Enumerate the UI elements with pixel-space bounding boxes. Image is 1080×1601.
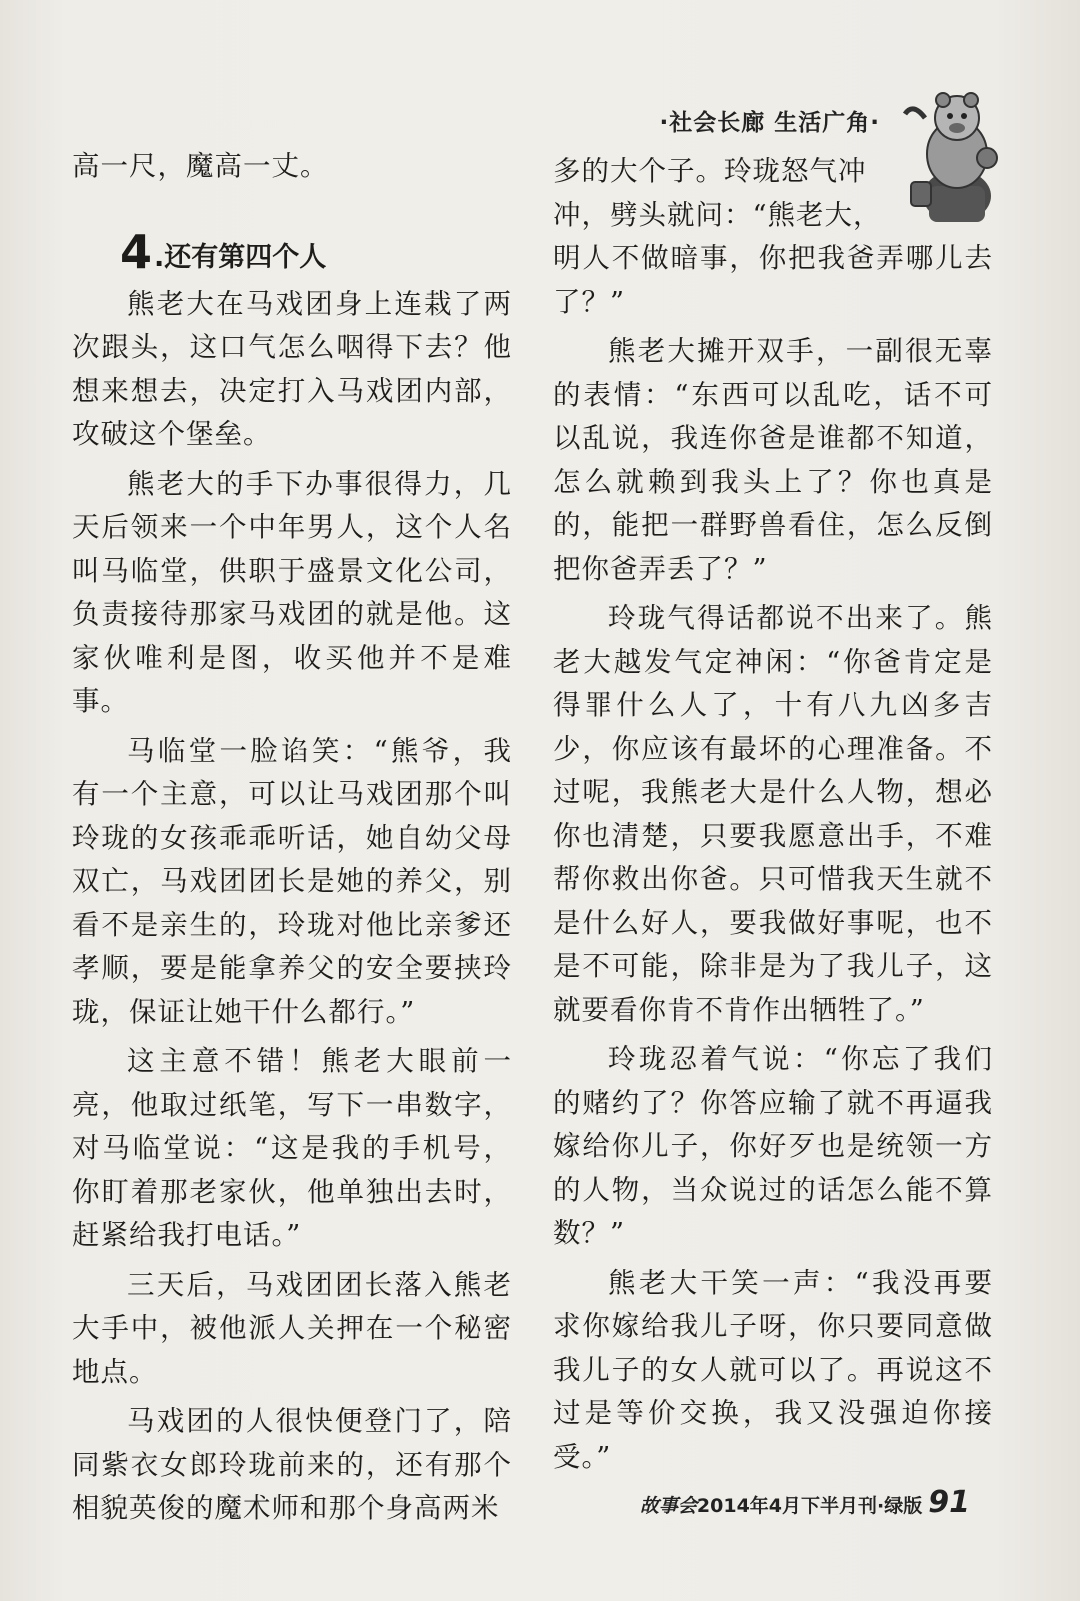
section-header: ·社会长廊 生活广角·	[659, 110, 880, 136]
magazine-name: 故事会	[639, 1495, 697, 1517]
page-footer	[630, 1485, 970, 1520]
section-number: 4	[120, 224, 153, 279]
issue-label: 2014年4月下半月刊·绿版	[696, 1495, 923, 1517]
section-heading	[120, 219, 512, 279]
paragraph: 熊老大摊开双手，一副很无辜的表情：“东西可以乱吃，话不可以乱说，我连你爸是谁都不知道，怎么就赖到我头上了？你也真是的，能把一群野兽看住，怎么反倒把你爸弄丢了？”	[553, 335, 993, 585]
paragraph: 马戏团的人很快便登门了，陪同紫衣女郎玲珑前来的，还有那个相貌英俊的魔术师和那个身高两米	[72, 1405, 512, 1524]
paragraph: 熊老大在马戏团身上连栽了两次跟头，这口气怎么咽得下去？他想来想去，决定打入马戏团内部，攻破这个堡垒。	[72, 287, 512, 450]
paragraph: 这主意不错！熊老大眼前一亮，他取过纸笔，写下一串数字，对马临堂说：“这是我的手机号，你盯着那老家伙，他单独出去时，赶紧给我打电话。”	[72, 1045, 512, 1251]
continued-line: 多的大个子。玲珑怒气冲	[553, 155, 867, 187]
continued-line: 冲，劈头就问：“熊老大，	[553, 198, 882, 231]
paragraph: 玲珑气得话都说不出来了。熊老大越发气定神闲：“你爸肯定是得罪什么人了，十有八九凶多吉少，你应该有最坏的心理准备。不过呢，我熊老大是什么人物，想必你也清楚，只要我愿意出手，不难帮你救出你爸。只可惜我天生就不是什么好人，要我做好事呢，也不是不可能，除非是为了我儿子，这就要看你肯不肯作出牺牲了。”	[553, 602, 993, 1026]
section-title: .还有第四个人	[154, 241, 327, 273]
paragraph: 马临堂一脸谄笑：“熊爷，我有一个主意，可以让马戏团那个叫玲珑的女孩乖乖听话，她自幼父母双亡，马戏团团长是她的养父，别看不是亲生的，玲珑对他比亲爹还孝顺，要是能拿养父的安全要挟玲珑，保证让她干什么都行。”	[72, 734, 512, 1028]
paragraph: 熊老大干笑一声：“我没再要求你嫁给我儿子呀，你只要同意做我儿子的女人就可以了。再说这不过是等价交换，我又没强迫你接受。”	[553, 1266, 993, 1473]
paragraph: 玲珑忍着气说：“你忘了我们的赌约了？你答应输了就不再逼我嫁给你儿子，你好歹也是统领一方的人物，当众说过的话怎么能不算数？”	[553, 1043, 993, 1249]
paragraph: 熊老大的手下办事很得力，几天后领来一个中年男人，这个人名叫马临堂，供职于盛景文化公司，负责接待那家马戏团的就是他。这家伙唯利是图，收买他并不是难事。	[72, 467, 512, 717]
paragraph: 明人不做暗事，你把我爸弄哪儿去了？”	[553, 242, 993, 318]
left-column	[72, 145, 512, 1531]
right-column	[553, 150, 993, 1479]
page-number: 91	[928, 1485, 970, 1520]
opening-line: 高一尺，魔高一丈。	[72, 150, 329, 182]
paragraph: 三天后，马戏团团长落入熊老大手中，被他派人关押在一个秘密地点。	[72, 1268, 512, 1388]
